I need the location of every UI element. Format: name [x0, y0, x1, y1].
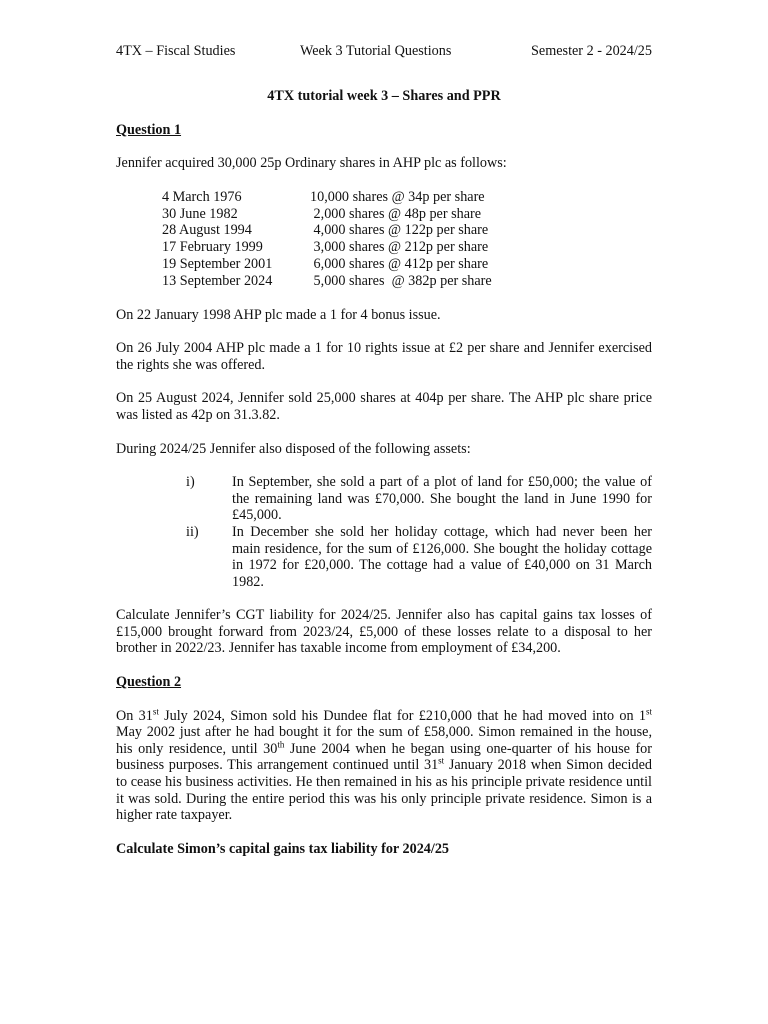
purchase-date: 28 August 1994	[162, 222, 252, 239]
q1-assets-intro: During 2024/25 Jennifer also disposed of the following assets:	[116, 440, 471, 457]
q2-sup-st-1: st	[152, 705, 159, 716]
purchase-row	[162, 256, 652, 273]
purchase-detail: 4,000 shares @ 122p per share	[310, 222, 489, 239]
purchase-row	[162, 206, 652, 223]
question-2-heading: Question 2	[116, 674, 182, 691]
asset-number: ii)	[186, 523, 199, 540]
q2-sup-st-2: st	[645, 705, 652, 716]
purchase-detail: 5,000 shares @ 382p per share	[310, 272, 492, 289]
asset-number: i)	[186, 474, 195, 491]
purchase-detail: 3,000 shares @ 212p per share	[310, 239, 489, 256]
q2-text-d: June 2004 when he began using one-quarter of his house for business purposes. This arrangement continued until 31	[116, 740, 652, 774]
q2-text-c: May 2002 just after he had bought it for the sum of £58,000. Simon remained in the house, his only residence, until 30	[116, 724, 652, 757]
asset-item	[186, 474, 652, 524]
header-semester: Semester 2 - 2024/25	[531, 43, 652, 59]
q1-calculation-instruction: Calculate Jennifer’s CGT liability for 2024/25. Jennifer also has capital gains tax losses of £15,000 brought forward from 2023/24, £5,000 of these losses relate to a disposal to her brother in 2022/23. Jennifer has taxable income from employment of £34,200.	[116, 607, 652, 657]
asset-text: In September, she sold a part of a plot of land for £50,000; the value of the remaining land was £70,000. She bought the land in June 1990 for £45,000.	[232, 474, 652, 524]
header-week: Week 3 Tutorial Questions	[300, 43, 452, 59]
purchase-row	[162, 273, 652, 290]
asset-text: In December she sold her holiday cottage, which had never been her main residence, for the sum of £126,000. She bought the holiday cottage in 1972 for £20,000. The cottage had a value of £40,000 on 31 March 1982.	[232, 523, 652, 590]
q2-text-e: January 2018 when Simon decided to cease his business activities. He then remained in his as his principle private residence until it was sold. During the entire period this was his only principle private residence. Simon is a higher rate taxpayer.	[116, 757, 652, 824]
asset-item	[186, 524, 652, 590]
purchase-date: 30 June 1982	[162, 205, 238, 222]
purchase-detail: 2,000 shares @ 48p per share	[310, 205, 482, 222]
purchase-row	[162, 189, 652, 206]
q2-text-a: On 31	[116, 707, 153, 724]
q2-sup-st-3: st	[438, 755, 445, 766]
q2-scenario	[116, 705, 652, 824]
purchase-date: 17 February 1999	[162, 239, 263, 256]
document-body	[116, 88, 652, 874]
q1-rights-issue: On 26 July 2004 AHP plc made a 1 for 10 rights issue at £2 per share and Jennifer exercised the rights she was offered.	[116, 340, 652, 373]
header-course: 4TX – Fiscal Studies	[116, 43, 236, 59]
q1-bonus-issue: On 22 January 1998 AHP plc made a 1 for 4 bonus issue.	[116, 306, 441, 323]
document-title: 4TX tutorial week 3 – Shares and PPR	[267, 88, 501, 104]
question-1-heading: Question 1	[116, 121, 182, 138]
purchase-row	[162, 239, 652, 256]
q1-intro: Jennifer acquired 30,000 25p Ordinary shares in AHP plc as follows:	[116, 155, 507, 172]
purchase-date: 13 September 2024	[162, 272, 273, 289]
purchase-detail: 10,000 shares @ 34p per share	[310, 188, 485, 205]
purchase-date: 19 September 2001	[162, 255, 273, 272]
purchase-detail: 6,000 shares @ 412p per share	[310, 255, 489, 272]
q2-text-b: July 2024, Simon sold his Dundee flat for £210,000 that he had moved into on 1	[158, 707, 646, 724]
page-header	[116, 43, 652, 61]
q1-share-sale: On 25 August 2024, Jennifer sold 25,000 shares at 404p per share. The AHP plc share price was listed as 42p on 31.3.82.	[116, 390, 652, 423]
q2-sup-th: th	[277, 739, 285, 750]
q2-calculation-instruction: Calculate Simon’s capital gains tax liability for 2024/25	[116, 840, 450, 857]
purchase-row	[162, 222, 652, 239]
share-purchases-list	[162, 189, 652, 290]
disposed-assets-list	[186, 474, 652, 590]
purchase-date: 4 March 1976	[162, 188, 242, 205]
